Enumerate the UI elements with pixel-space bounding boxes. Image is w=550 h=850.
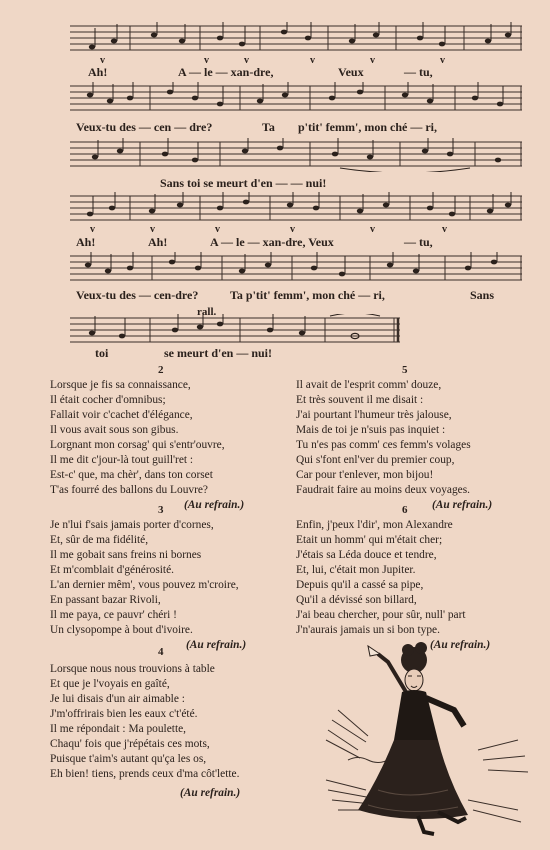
lyric: Veux	[338, 65, 364, 79]
verse-line: Et m'comblait d'générosité.	[50, 564, 174, 576]
verse-line: Il me gobait sans freins ni bornes	[50, 549, 202, 561]
accent-mark: v	[290, 224, 295, 235]
verse-line: Est-c' que, ma chèr', dans ton corset	[50, 469, 213, 481]
verse-line: Eh bien! tiens, prends ceux d'ma côt'lette.	[50, 768, 240, 780]
lyric: Ta p'tit' femm', mon ché — ri,	[230, 288, 385, 302]
lyric: Ah!	[88, 65, 108, 79]
lyric: Sans toi se meurt d'en — — nui!	[160, 176, 327, 190]
lyric: toi	[95, 346, 109, 360]
stanza-5	[296, 378, 492, 513]
stanza-number: 3	[158, 504, 164, 516]
lyric: Ah!	[76, 235, 96, 249]
refrain-note: (Au refrain.)	[432, 499, 493, 511]
stanza-number: 4	[158, 646, 164, 658]
refrain-note: (Au refrain.)	[430, 639, 491, 651]
accent-mark: v	[244, 55, 249, 66]
verse-line: Il vous avait sous son gibus.	[50, 424, 179, 436]
lyric: A — le — xan-dre,	[178, 65, 274, 79]
stanza-4	[50, 662, 240, 801]
verse-line: J'ai beau chercher, pour sûr, null' part	[296, 609, 466, 621]
stanza-number: 6	[402, 504, 408, 516]
music-staff-6	[70, 314, 404, 348]
stanza-2	[50, 378, 244, 513]
refrain-note: (Au refrain.)	[184, 499, 245, 511]
verse-line: Lorsque je fis sa connaissance,	[50, 379, 191, 391]
lyric: Ah!	[148, 235, 168, 249]
verse-line: Lorsque nous nous trouvions à table	[50, 663, 215, 675]
verse-line: Depuis qu'il a cassé sa pipe,	[296, 579, 424, 591]
verse-line: Chaqu' fois que j'répétais ces mots,	[50, 738, 210, 750]
music-staff-4	[70, 192, 522, 226]
accent-mark: v	[370, 224, 375, 235]
verse-line: Etait un homm' qui m'était cher;	[296, 534, 443, 546]
accent-mark: v	[204, 55, 209, 66]
verse-line: Il me paya, ce pauvr' chéri !	[50, 609, 177, 621]
accent-mark: v	[440, 55, 445, 66]
verse-line: Je lui disais d'un air aimable :	[50, 693, 185, 705]
verse-line: Car pour t'enlever, mon bijou!	[296, 469, 434, 481]
verse-line: L'an dernier mêm', vous pouvez m'croire,	[50, 579, 239, 591]
staff-lines	[70, 252, 522, 286]
staff-lines	[70, 82, 522, 116]
lyric: Veux-tu des — cen — dre?	[76, 120, 213, 134]
music-staff-5	[70, 252, 522, 286]
music-staff-3	[70, 138, 522, 172]
stanza-3	[50, 518, 246, 653]
verse-line: Je n'lui f'sais jamais porter d'cornes,	[50, 519, 214, 531]
lyric: Sans	[470, 288, 495, 302]
verse-line: J'm'offrirais bien les eaux c't'été.	[50, 708, 198, 720]
lyric: Veux-tu des — cen-dre?	[76, 288, 199, 302]
accent-mark: v	[442, 224, 447, 235]
stanza-6	[296, 518, 490, 653]
verse-line: J'ai pourtant l'humeur très jalouse,	[296, 409, 452, 421]
verse-line: Il était cocher d'omnibus;	[50, 394, 166, 406]
stanza-number: 2	[158, 364, 164, 376]
verse-line: Tu n'es pas comm' ces femm's volages	[296, 439, 471, 451]
accent-mark: v	[310, 55, 315, 66]
stanza-number: 5	[402, 364, 408, 376]
verse-line: Un clysopompe à bout d'ivoire.	[50, 624, 193, 636]
verse-line: Lorgnant mon corsag' qui s'entr'ouvre,	[50, 439, 225, 451]
lyric: se meurt d'en — nui!	[164, 346, 272, 360]
staff-lines	[70, 138, 522, 172]
accent-mark: v	[215, 224, 220, 235]
staff-lines	[70, 22, 522, 56]
verse-line: Qui s'font enl'ver du premier coup,	[296, 454, 455, 466]
lyric: p'tit' femm', mon ché — ri,	[298, 120, 437, 134]
music-staff-1	[70, 22, 522, 56]
verse-line: Il me dit c'jour-là tout guill'ret :	[50, 454, 194, 466]
lyric: A — le — xan-dre, Veux	[210, 235, 334, 249]
accent-mark: v	[150, 224, 155, 235]
verse-line: T'as fourré des ballons du Louvre?	[50, 484, 208, 496]
dancer-illustration	[318, 640, 538, 845]
verse-line: Enfin, j'peux l'dir', mon Alexandre	[296, 519, 453, 531]
verse-line: Et très souvent il me disait :	[296, 394, 424, 406]
refrain-note: (Au refrain.)	[180, 787, 241, 799]
verse-line: J'étais sa Léda douce et tendre,	[296, 549, 437, 561]
accent-mark: v	[100, 55, 105, 66]
music-staff-2	[70, 82, 522, 116]
accent-mark: v	[90, 224, 95, 235]
verse-line: Mais de toi je n'suis pas inquiet :	[296, 424, 446, 436]
verse-line: Et, lui, c'était mon Jupiter.	[296, 564, 416, 576]
verse-line: J'n'aurais jamais un si bon type.	[296, 624, 440, 636]
verse-line: Il me répondait : Ma poulette,	[50, 723, 187, 735]
verse-line: Puisque t'aim's autant qu'ça les os,	[50, 753, 207, 765]
lyric: — tu,	[404, 235, 433, 249]
verse-line: Qu'il a dévissé son billard,	[296, 594, 417, 606]
lyric: Ta	[262, 120, 275, 134]
staff-lines	[70, 192, 522, 226]
refrain-note: (Au refrain.)	[186, 639, 247, 651]
verse-line: Et que je l'voyais en gaîté,	[50, 678, 170, 690]
verse-line: En passant bazar Rivoli,	[50, 594, 161, 606]
tempo-marking: rall.	[197, 306, 217, 318]
verse-line: Faudrait faire au moins deux voyages.	[296, 484, 470, 496]
lyric: — tu,	[404, 65, 433, 79]
accent-mark: v	[370, 55, 375, 66]
verse-line: Fallait voir c'cachet d'élégance,	[50, 409, 193, 421]
staff-lines	[70, 314, 404, 348]
verse-line: Il avait de l'esprit comm' douze,	[296, 379, 442, 391]
verse-line: Et, sûr de ma fidélité,	[50, 534, 149, 546]
